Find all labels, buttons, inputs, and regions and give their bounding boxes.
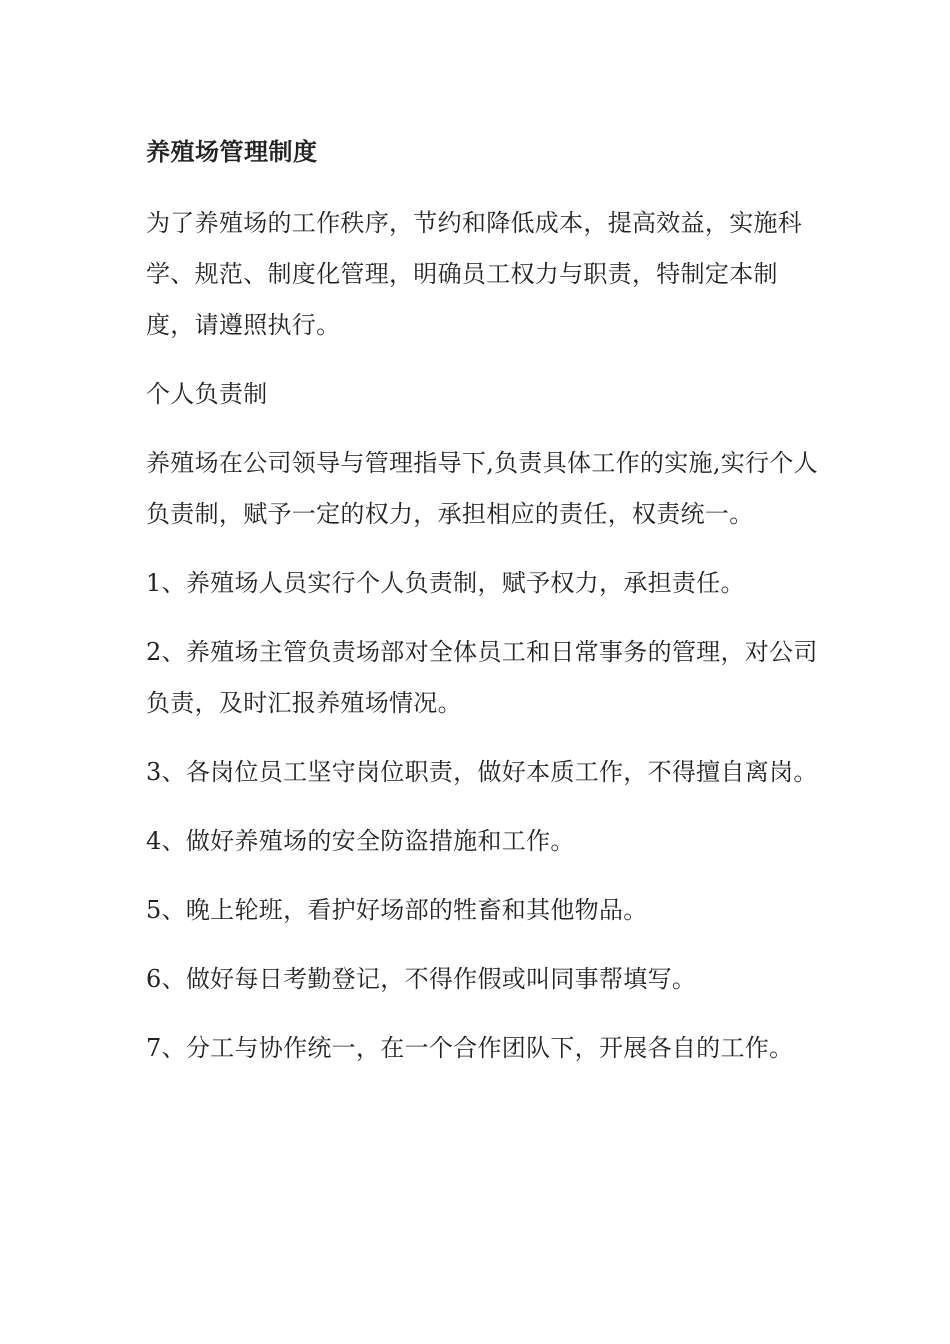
rule-item-2: 2、养殖场主管负责场部对全体员工和日常事务的管理，对公司负责，及时汇报养殖场情况。 (146, 638, 818, 717)
rule-item-3: 3、各岗位员工坚守岗位职责，做好本质工作，不得擅自离岗。 (146, 758, 818, 786)
rule-item-4: 4、做好养殖场的安全防盗措施和工作。 (146, 827, 575, 855)
section-heading: 个人负责制 (146, 380, 268, 408)
rule-item-1: 1、养殖场人员实行个人负责制，赋予权力，承担责任。 (146, 569, 745, 597)
rule-item-5: 5、晚上轮班，看护好场部的牲畜和其他物品。 (146, 896, 648, 924)
rule-item-7: 7、分工与协作统一，在一个合作团队下，开展各自的工作。 (146, 1034, 794, 1062)
document-page (146, 132, 826, 1092)
section-paragraph: 养殖场在公司领导与管理指导下,负责具体工作的实施,实行个人负责制，赋予一定的权力，承担相应的责任，权责统一。 (146, 449, 818, 528)
intro-paragraph: 为了养殖场的工作秩序，节约和降低成本，提高效益，实施科学、规范、制度化管理，明确员工权力与职责，特制定本制度，请遵照执行。 (146, 209, 803, 339)
rule-item-6: 6、做好每日考勤登记，不得作假或叫同事帮填写。 (146, 965, 697, 993)
document-title: 养殖场管理制度 (146, 138, 318, 166)
